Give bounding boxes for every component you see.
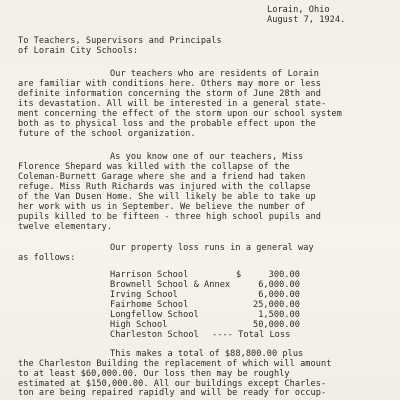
- paragraph-1-line: its devastation. All will be interested in a general state-: [18, 99, 327, 109]
- paragraph-2-line: Florence Shepard was killed with the collapse of the: [18, 162, 290, 172]
- loss-amount: 50,000.00: [252, 320, 300, 330]
- paragraph-3-line: as follows:: [18, 253, 76, 263]
- paragraph-4-line: ton are being repaired rapidly and will be ready for occup-: [18, 388, 327, 398]
- loss-school-name: Harrison School: [110, 270, 189, 280]
- paragraph-2-line: Coleman-Burnett Garage where she and a friend had taken: [18, 172, 306, 182]
- loss-dollar-sign: $: [236, 270, 242, 280]
- paragraph-1-line: future of the school organization.: [18, 129, 196, 139]
- letter-city: Lorain, Ohio: [267, 5, 330, 15]
- loss-school-name: Charleston School: [110, 330, 199, 340]
- paragraph-2-line: her work with us in September. We believe the number of: [18, 202, 306, 212]
- paragraph-1-line: are familiar with conditions here. Others may more or less: [18, 79, 321, 89]
- paragraph-1-line: definite information concerning the storm of June 28th and: [18, 89, 321, 99]
- loss-school-name: High School: [110, 320, 168, 330]
- salutation-line-2: of Lorain City Schools:: [18, 46, 139, 56]
- paragraph-1-line: Our teachers who are residents of Lorain: [110, 69, 319, 79]
- paragraph-2-line: twelve elementary.: [18, 222, 113, 232]
- paragraph-4-line: to at least $60,000.00. Our loss then may be roughly: [18, 369, 290, 379]
- loss-school-name: Irving School: [110, 290, 178, 300]
- loss-school-name: Longfellow School: [110, 310, 199, 320]
- letter-date: August 7, 1924.: [267, 15, 346, 25]
- loss-amount: 1,500.00: [258, 310, 300, 320]
- loss-amount: 300.00: [268, 270, 300, 280]
- paragraph-2-line: of the Van Dusen Home. She will likely be able to take up: [18, 192, 316, 202]
- paragraph-1-line: both as to physical loss and the probable effect upon the: [18, 119, 316, 129]
- loss-note: ---- Total Loss: [212, 330, 291, 340]
- paragraph-4-line: the Charleston Building the replacement of which will amount: [18, 359, 332, 369]
- loss-amount: 6,000.00: [258, 290, 300, 300]
- paragraph-4-line: estimated at $150,000.00. All our buildings except Charles-: [18, 379, 327, 389]
- paragraph-4-line: This makes a total of $88,800.00 plus: [110, 349, 304, 359]
- loss-school-name: Fairhome School: [110, 300, 189, 310]
- paragraph-1-line: ment concerning the effect of the storm upon our school system: [18, 109, 342, 119]
- paragraph-2-line: As you know one of our teachers, Miss: [110, 152, 304, 162]
- salutation-line-1: To Teachers, Supervisors and Principals: [18, 36, 222, 46]
- paragraph-2-line: pupils killed to be fifteen - three high school pupils and: [18, 212, 321, 222]
- paragraph-2-line: refuge. Miss Ruth Richards was injured with the collapse: [18, 182, 311, 192]
- loss-school-name: Brownell School & Annex: [110, 280, 231, 290]
- loss-amount: 25,000.00: [252, 300, 300, 310]
- loss-amount: 6,000.00: [258, 280, 300, 290]
- paragraph-3-line: Our property loss runs in a general way: [110, 243, 314, 253]
